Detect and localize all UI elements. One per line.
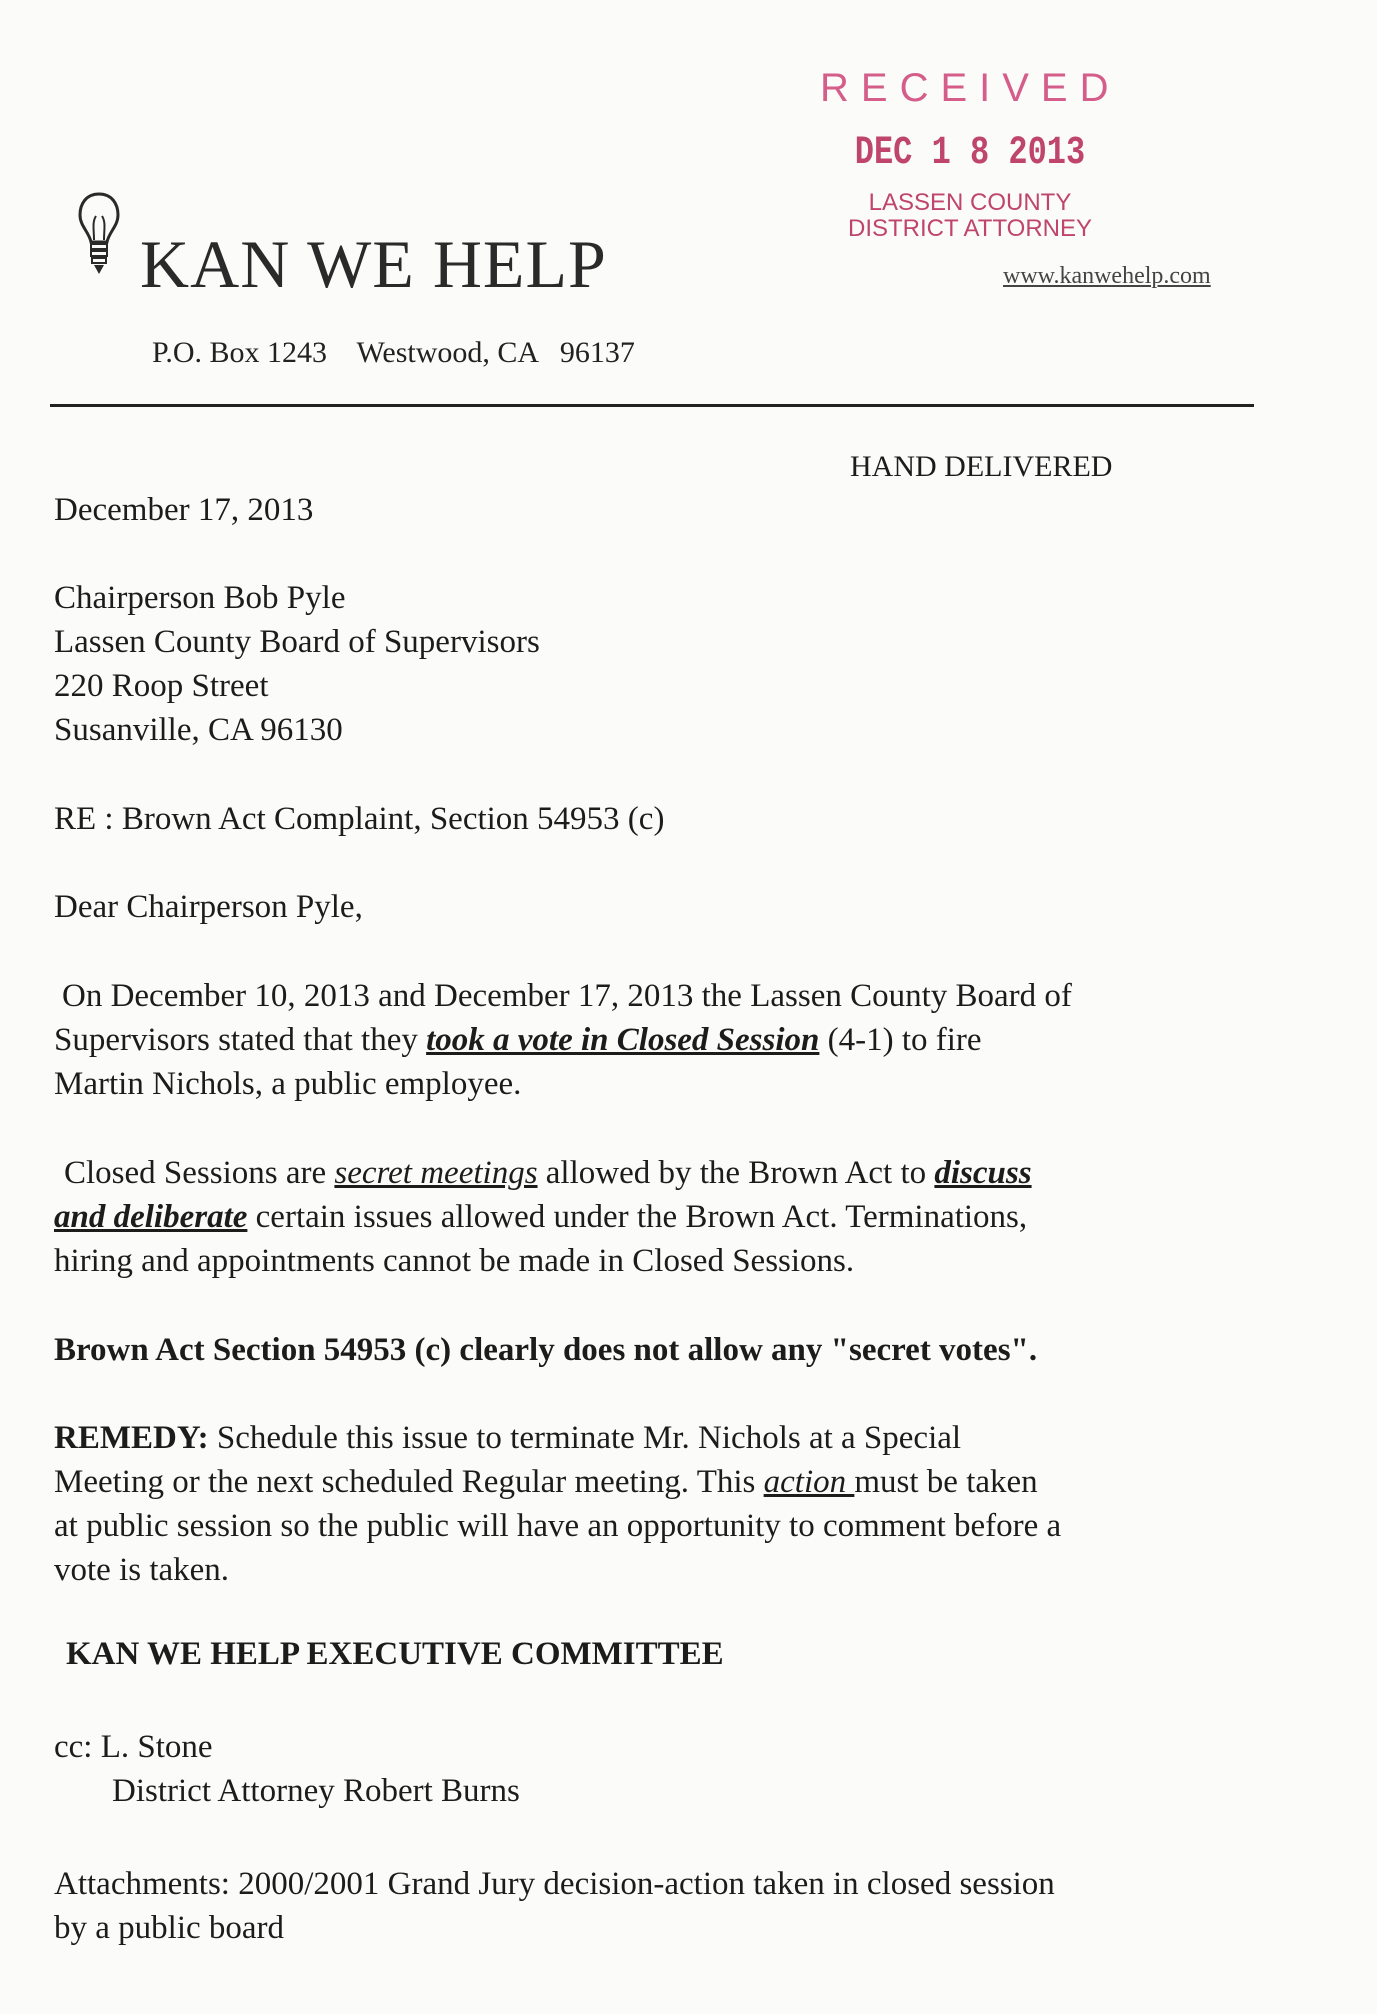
text-span: must be taken (854, 1464, 1038, 1500)
paragraph-3: Brown Act Section 54953 (c) clearly does not allow any "secret votes". (54, 1332, 1038, 1368)
text-span: certain issues allowed under the Brown Act. Terminations, (247, 1199, 1028, 1235)
text-span: Meeting or the next scheduled Regular meeting. This (54, 1464, 764, 1500)
cc-line: District Attorney Robert Burns (112, 1773, 520, 1809)
attachments-block (54, 1862, 1055, 1950)
org-website-link[interactable]: www.kanwehelp.com (1003, 263, 1211, 289)
recipient-line: 220 Roop Street (54, 668, 269, 704)
salutation: Dear Chairperson Pyle, (54, 889, 363, 925)
emphasis-text: action (763, 1464, 855, 1500)
lightbulb-icon (76, 190, 122, 280)
paragraph-line (54, 1195, 1032, 1239)
text-span: Schedule this issue to terminate Mr. Nichols at a Special (208, 1420, 962, 1456)
paragraph-line: vote is taken. (54, 1552, 230, 1588)
remedy-paragraph (54, 1416, 1061, 1592)
delivery-note: HAND DELIVERED (850, 450, 1113, 483)
letterhead-divider (50, 404, 1254, 407)
letter-date: December 17, 2013 (54, 492, 314, 528)
paragraph-line (54, 1460, 1061, 1504)
remedy-label: REMEDY: (54, 1420, 209, 1456)
received-stamp (820, 66, 1120, 242)
paragraph-1 (54, 974, 1072, 1106)
paragraph-line (54, 1416, 1061, 1460)
cc-block (54, 1725, 520, 1813)
paragraph-line: at public session so the public will have an opportunity to comment before a (54, 1508, 1062, 1544)
paragraph-line: hiring and appointments cannot be made in Closed Sessions. (54, 1243, 855, 1279)
stamp-agency-line2: DISTRICT ATTORNEY (847, 215, 1093, 242)
emphasis-text: secret meetings (334, 1155, 538, 1191)
text-span: Closed Sessions are (64, 1155, 335, 1191)
paragraph-line: On December 10, 2013 and December 17, 2013 the Lassen County Board of (62, 978, 1072, 1014)
stamp-received-text: RECEIVED (820, 66, 1121, 110)
stamp-date: DEC 1 8 2013 (854, 131, 1086, 176)
recipient-line: Lassen County Board of Supervisors (54, 624, 540, 660)
subject-line: RE : Brown Act Complaint, Section 54953 (c) (54, 801, 665, 837)
recipient-line: Susanville, CA 96130 (54, 712, 343, 748)
org-name: KAN WE HELP (140, 226, 607, 302)
text-span: allowed by the Brown Act to (537, 1155, 935, 1191)
recipient-line: Chairperson Bob Pyle (54, 580, 346, 616)
cc-line: cc: L. Stone (54, 1729, 213, 1765)
stamp-agency-line1: LASSEN COUNTY (868, 189, 1072, 216)
text-span: Supervisors stated that they (54, 1022, 427, 1058)
emphasis-text: took a vote in Closed Session (426, 1022, 820, 1058)
stamp-agency (820, 190, 1120, 242)
paragraph-line: Martin Nichols, a public employee. (54, 1066, 522, 1102)
emphasis-text: and deliberate (54, 1199, 248, 1235)
signature-block: KAN WE HELP EXECUTIVE COMMITTEE (66, 1636, 724, 1672)
paragraph-line (54, 1151, 1032, 1195)
emphasis-text: discuss (934, 1155, 1032, 1191)
text-span: (4-1) to fire (819, 1022, 982, 1058)
attachments-line: by a public board (54, 1910, 285, 1946)
paragraph-line (54, 1018, 1072, 1062)
paragraph-2 (54, 1151, 1032, 1283)
org-address: P.O. Box 1243 Westwood, CA 96137 (152, 336, 635, 369)
attachments-line: Attachments: 2000/2001 Grand Jury decision-action taken in closed session (54, 1866, 1055, 1902)
recipient-address (54, 576, 540, 752)
